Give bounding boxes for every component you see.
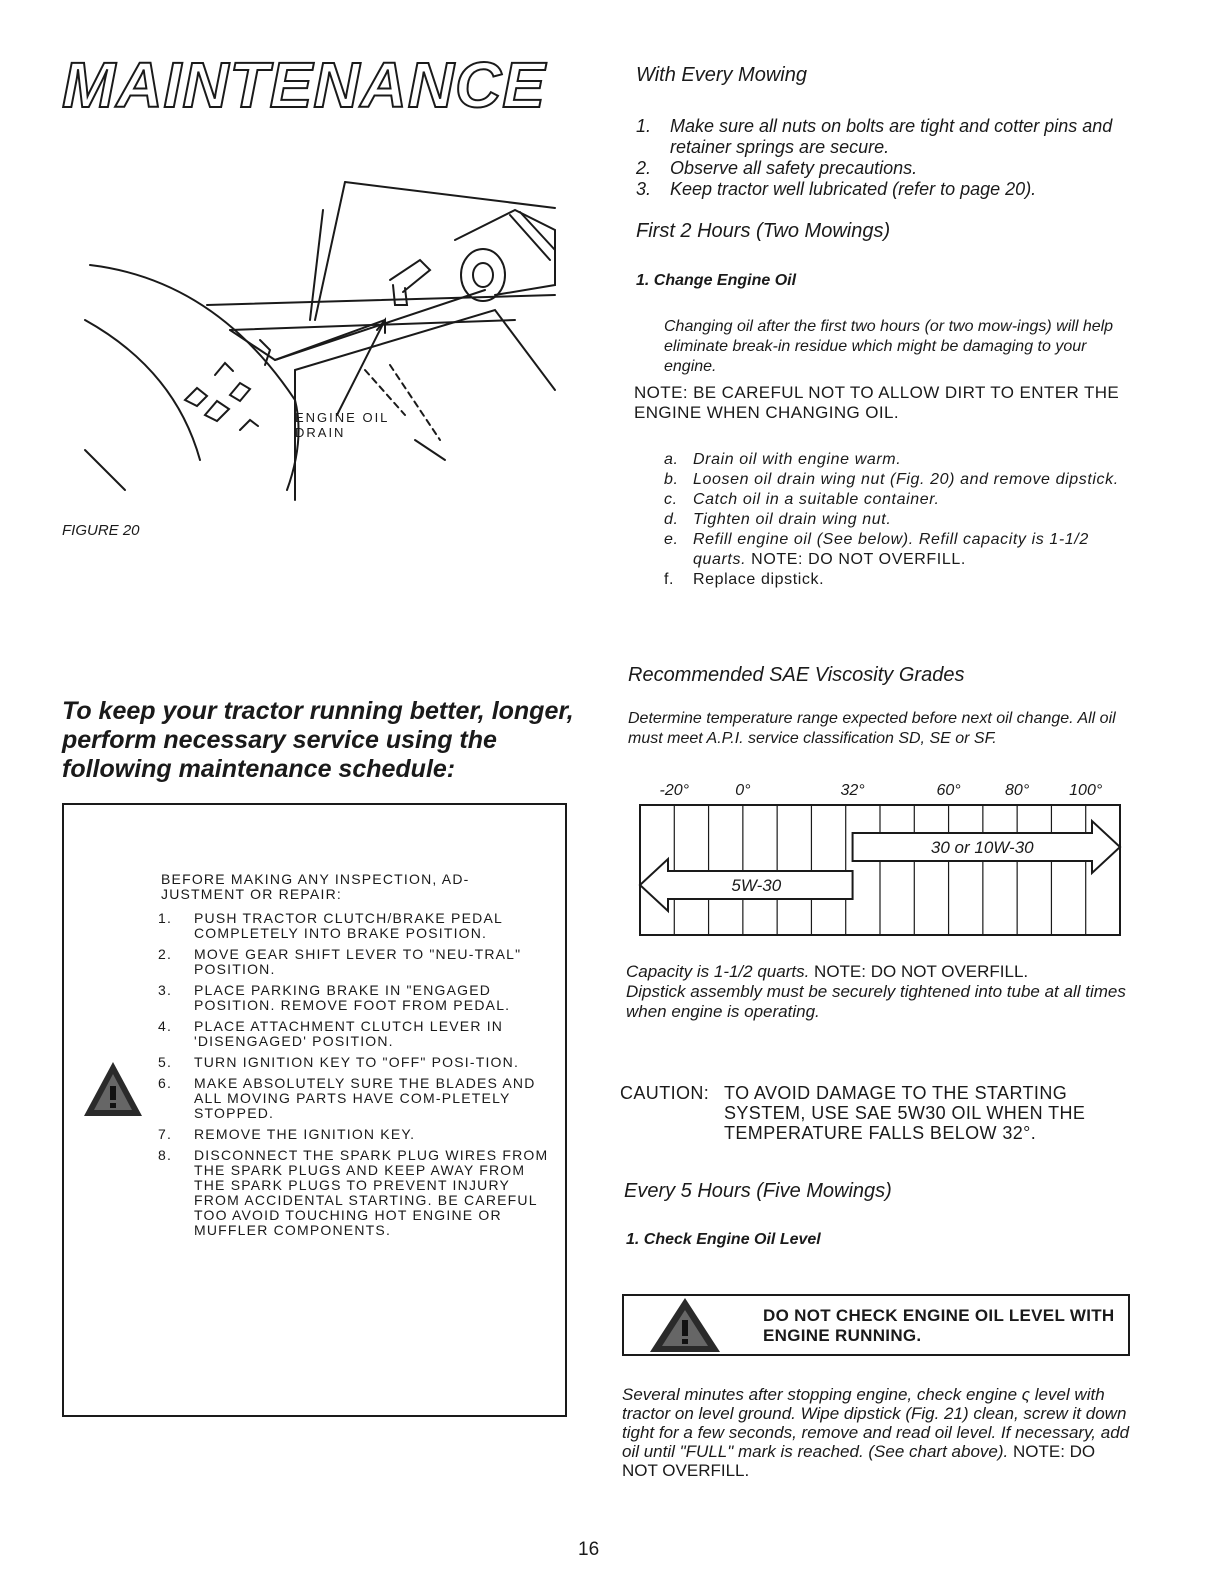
capacity-note: NOTE: DO NOT OVERFILL. [814, 962, 1029, 981]
section-heading-viscosity: Recommended SAE Viscosity Grades [628, 664, 965, 686]
chart-tick-label: 100° [1069, 782, 1103, 799]
figure-20-illustration [55, 170, 565, 510]
subheading-check-oil-level: 1. Check Engine Oil Level [626, 1231, 821, 1248]
oil-change-steps [664, 450, 1142, 590]
list-item [664, 470, 1142, 490]
check-oil-note: NOTE: DO NOT OVERFILL. [622, 1442, 1096, 1480]
list-item [158, 1075, 551, 1121]
series-label-30-10w30: 30 or 10W-30 [930, 838, 1034, 857]
safety-item-text: PLACE PARKING BRAKE IN "ENGAGED POSITION. REMOVE FOOT FROM PEDAL. [194, 982, 511, 1013]
chart-tick-label: 60° [936, 782, 961, 799]
safety-item-text: PUSH TRACTOR CLUTCH/BRAKE PEDAL COMPLETELY INTO BRAKE POSITION. [194, 910, 503, 941]
safety-item-text: REMOVE THE IGNITION KEY. [194, 1126, 416, 1142]
list-item [664, 510, 1142, 530]
subheading-change-engine-oil: 1. Change Engine Oil [636, 272, 797, 289]
safety-item-number: 8. [158, 1147, 173, 1163]
safety-item-text: TURN IGNITION KEY TO "OFF" POSI-TION. [194, 1054, 520, 1070]
every-mowing-list [636, 116, 1141, 200]
step-letter: c. [664, 491, 678, 508]
warning-triangle-icon [82, 1060, 144, 1118]
list-item [158, 1054, 551, 1070]
list-item-text: Keep tractor well lubricated (refer to page 20). [670, 179, 1037, 199]
section-heading-first-2-hours: First 2 Hours (Two Mowings) [636, 220, 891, 242]
warning-triangle-icon [648, 1296, 722, 1354]
step-note: NOTE: DO NOT OVERFILL. [751, 551, 966, 568]
list-item-text: Observe all safety precautions. [670, 158, 918, 178]
step-text: Refill engine oil (See below). Refill capacity is 1-1/2 quarts. [693, 531, 1089, 568]
viscosity-chart [630, 775, 1130, 945]
list-item [636, 179, 1141, 200]
list-item [158, 910, 551, 941]
chart-tick-label: 32° [840, 782, 865, 799]
list-item [664, 570, 1142, 590]
step-text: Replace dipstick. [693, 571, 825, 588]
safety-item-text: MOVE GEAR SHIFT LEVER TO "NEU-TRAL" POSITION. [194, 946, 522, 977]
chart-tick-label: 80° [1005, 782, 1030, 799]
maintenance-intro: To keep your tractor running better, longer, perform necessary service using the following maintenance schedule: [62, 697, 574, 783]
chart-tick-label: 0° [735, 782, 751, 799]
safety-item-text: DISCONNECT THE SPARK PLUG WIRES FROM THE SPARK PLUGS AND KEEP AWAY FROM THE SPARK PLUGS TO PREVENT INJURY FROM ACCIDENTAL STARTING. BE CAREFUL TOO AVOID TOUCHING HOT ENGINE OR MUFFLER COMPONENTS. [194, 1147, 549, 1238]
section-heading-every-5-hours: Every 5 Hours (Five Mowings) [624, 1180, 892, 1202]
change-oil-paragraph: Changing oil after the first two hours (or two mow-ings) will help eliminate break-in residue which might be damaging to your engine. [664, 318, 1114, 375]
safety-item-number: 7. [158, 1126, 173, 1142]
list-item-number: 1. [636, 116, 652, 136]
check-oil-paragraph [622, 1385, 1132, 1480]
list-item-number: 3. [636, 179, 652, 199]
chart-tick-label: -20° [659, 782, 690, 799]
list-item-number: 2. [636, 158, 652, 178]
safety-item-text: PLACE ATTACHMENT CLUTCH LEVER IN 'DISENGAGED' POSITION. [194, 1018, 504, 1049]
safety-item-number: 4. [158, 1018, 173, 1034]
safety-intro-line2: JUSTMENT OR REPAIR: [161, 886, 342, 902]
section-heading-every-mowing: With Every Mowing [636, 64, 807, 86]
step-text: Drain oil with engine warm. [693, 451, 902, 468]
page-number: 16 [578, 1539, 600, 1560]
list-item [158, 1147, 551, 1238]
safety-item-number: 2. [158, 946, 173, 962]
step-letter: b. [664, 471, 679, 488]
caution-text: TO AVOID DAMAGE TO THE STARTING SYSTEM, USE SAE 5W30 OIL WHEN THE TEMPERATURE FALLS BELOW 32°. [724, 1083, 1086, 1143]
list-item [158, 1018, 551, 1049]
capacity-line [626, 962, 1141, 1022]
list-item-text: Make sure all nuts on bolts are tight and cotter pins and retainer springs are secure. [670, 116, 1113, 157]
check-oil-text: Several minutes after stopping engine, check engine ς level with tractor on level ground. Wipe dipstick (Fig. 21) clean, screw it down tight for a few seconds, remove and read oil level. If necessary, add oil until "FULL" mark is reached. (See chart above). [622, 1385, 1130, 1461]
list-item [158, 1126, 551, 1142]
viscosity-paragraph: Determine temperature range expected before next oil change. All oil must meet A.P.I. service classification SD, SE or SF. [628, 710, 1116, 747]
safety-item-number: 6. [158, 1075, 173, 1091]
safety-intro-line1: BEFORE MAKING ANY INSPECTION, AD- [161, 871, 470, 887]
list-item [636, 116, 1141, 158]
capacity-text: Capacity is 1-1/2 quarts. [626, 962, 810, 981]
list-item [158, 946, 551, 977]
step-text: Tighten oil drain wing nut. [693, 511, 892, 528]
figure-caption: FIGURE 20 [62, 522, 140, 539]
safety-item-number: 5. [158, 1054, 173, 1070]
safety-list [158, 910, 551, 1244]
warning-text: DO NOT CHECK ENGINE OIL LEVEL WITH ENGINE RUNNING. [763, 1306, 1115, 1345]
caution-label: CAUTION: [620, 1083, 710, 1103]
list-item [664, 490, 1142, 510]
safety-item-number: 3. [158, 982, 173, 998]
dipstick-text: Dipstick assembly must be securely tightened into tube at all times when engine is operating. [626, 982, 1126, 1021]
step-letter: f. [664, 571, 675, 588]
step-letter: e. [664, 531, 679, 548]
caution-block [620, 1083, 1130, 1143]
list-item [158, 982, 551, 1013]
step-text: Catch oil in a suitable container. [693, 491, 940, 508]
list-item [664, 530, 1142, 570]
list-item [636, 158, 1141, 179]
series-label-5w30: 5W-30 [731, 876, 782, 895]
figure-label-line1: ENGINE OIL [295, 410, 390, 425]
safety-item-text: MAKE ABSOLUTELY SURE THE BLADES AND ALL MOVING PARTS HAVE COM-PLETELY STOPPED. [194, 1075, 536, 1121]
list-item [664, 450, 1142, 470]
page-title: MAINTENANCE [62, 49, 546, 121]
step-text: Loosen oil drain wing nut (Fig. 20) and remove dipstick. [693, 471, 1119, 488]
figure-label-line2: DRAIN [295, 425, 346, 440]
dirt-note: NOTE: BE CAREFUL NOT TO ALLOW DIRT TO ENTER THE ENGINE WHEN CHANGING OIL. [634, 383, 1120, 422]
step-letter: d. [664, 511, 679, 528]
safety-item-number: 1. [158, 910, 173, 926]
step-letter: a. [664, 451, 679, 468]
